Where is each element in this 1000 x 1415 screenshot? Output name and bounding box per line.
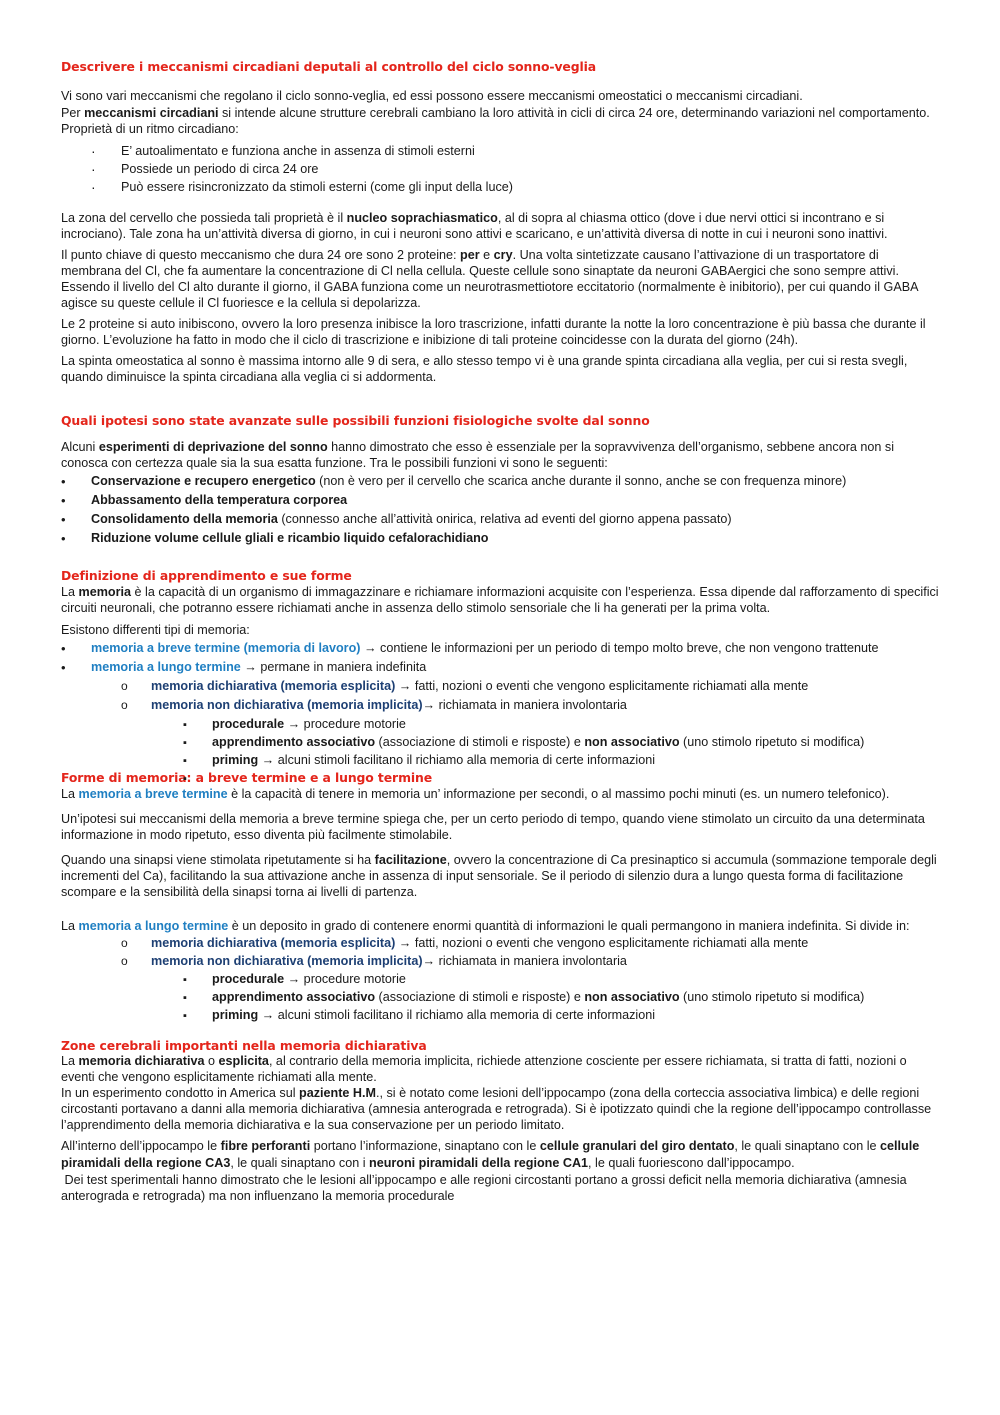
list-item: · Può essere risincronizzato da stimoli esterni (come gli input della luce) (61, 178, 941, 196)
para-memory-def: La memoria è la capacità di un organismo di immagazzinare e richiamare informazioni acquisite con l’esperienza. Essa dipende dal rafforzamento di specifici circuiti neuronali, che potranno essere richiamati anche in assenza dello stimolo sensoriale che li ha generati per la prima volta. (61, 585, 939, 615)
bullet-icon (121, 696, 141, 715)
bullet-icon (183, 1006, 203, 1025)
para-memory-types: Esistono differenti tipi di memoria: (61, 623, 250, 637)
list-item: • Abbassamento della temperatura corporea (61, 491, 941, 510)
memory-types-list (61, 639, 941, 769)
bullet-icon (61, 472, 81, 492)
para-suprachiasmatic: La zona del cervello che possieda tali proprietà è il nucleo soprachiasmatico, al di sopra al chiasma ottico (dove i due nervi ottici si incontrano e si incrociano). Tale zona ha un’attività diversa di giorno, in cui i neuroni sono attivi e scaricano, e un’attività diversa di notte in cui i neuroni sono inattivi. (61, 211, 888, 241)
list-item: ▪ apprendimento associativo (associazione di stimoli e risposte) e non associativo (uno stimolo ripetuto si modifica) (61, 988, 941, 1006)
list-item: ▪ procedurale → procedure motorie (61, 715, 941, 733)
heading-sleep-functions: Quali ipotesi sono state avanzate sulle possibili funzioni fisiologiche svolte dal sonno (61, 413, 650, 428)
list-item: • memoria a lungo termine → permane in maniera indefinita (61, 658, 941, 677)
list-item: o memoria dichiarativa (memoria esplicita) → fatti, nozioni o eventi che vengono esplicitamente richiamati alla mente (61, 677, 941, 696)
para-long-term: La memoria a lungo termine è un deposito in grado di contenere enormi quantità di informazioni le quali permangono in maniera indefinita. Si divide in: (61, 919, 910, 933)
para-autoinhibition: Le 2 proteine si auto inibiscono, ovvero la loro presenza inibisce la loro trascrizione, infatti durante la notte la loro concentrazione è più bassa che durante il giorno. L’evoluzione ha fatto in modo che il ciclo di trascrizione e inibizione di tali proteine coincidesse con la durata del giorno (24h). (61, 317, 926, 347)
heading-memory-forms: Forme di memoria: a breve termine e a lungo termine (61, 770, 433, 785)
bullet-icon (91, 160, 111, 179)
list-item: • memoria a breve termine (memoria di lavoro) → contiene le informazioni per un periodo di tempo molto breve, che non vengono trattenute (61, 639, 941, 658)
list-item: • Conservazione e recupero energetico (non è vero per il cervello che scarica anche durante il sonno, anche se con frequenza minore) (61, 472, 941, 491)
para-lesion-tests: Dei test sperimentali hanno dimostrato che le lesioni all’ippocampo e alle regioni circostanti portano a grossi deficit nella memoria dichiarativa (amnesia anterograda e retrograda) ma non influenzano la memoria procedurale (61, 1173, 911, 1203)
para-short-term-hypothesis: Un’ipotesi sui meccanismi della memoria a breve termine spiega che, per un certo periodo di tempo, quando viene stimolato un circuito da una determinata informazione in modo ripetuto, esso diventa più facilmente stimolabile. (61, 812, 925, 842)
heading-circadian: Descrivere i meccanismi circadiani deputali al controllo del ciclo sonno-veglia (61, 59, 597, 74)
para-hippocampus-circuit: All’interno dell’ippocampo le fibre perforanti portano l’informazione, sinaptano con le cellule granulari del giro dentato, le quali sinaptano con le cellule piramidali della regione CA3, le quali sinaptano con i neuroni piramidali della regione CA1, le quali fuoriescono dall’ippocampo. (61, 1139, 920, 1170)
list-item: ▪ procedurale → procedure motorie (61, 970, 941, 988)
bullet-icon (183, 751, 203, 770)
para-patient-hm: In un esperimento condotto in America sul paziente H.M., si è notato come lesioni dell’ippocampo (zona della corteccia associativa limbica) e delle regioni circostanti portavano a danni alla memoria dichiarativa (amnesia anterograda e retrograda). Si è ipotizzato quindi che la regione dell’ippocampo controllasse l’apprendimento della memoria dichiarativa e la sua conservazione per un periodo limitato. (61, 1086, 932, 1132)
document-page (61, 58, 941, 1209)
para-short-term: La memoria a breve termine è la capacità di tenere in memoria un’ informazione per secondi, o al massimo pochi minuti (es. un numero telefonico). (61, 787, 890, 801)
bullet-icon (61, 510, 81, 530)
circadian-properties-list (61, 142, 941, 196)
bullet-icon (61, 491, 81, 511)
bullet-icon (183, 715, 203, 734)
para-homeostatic: La spinta omeostatica al sonno è massima intorno alle 9 di sera, e allo stesso tempo vi è una grande spinta circadiana alla veglia, per cui si resta svegli, quando diminuisce la spinta circadiana alla veglia ci si addormenta. (61, 354, 908, 384)
heading-learning: Definizione di apprendimento e sue forme (61, 568, 352, 583)
list-item: o memoria dichiarativa (memoria esplicita) → fatti, nozioni o eventi che vengono esplicitamente richiamati alla mente (61, 934, 941, 952)
bullet-icon (183, 769, 203, 788)
bullet-icon (61, 639, 81, 659)
list-item: • Riduzione volume cellule gliali e ricambio liquido cefalorachidiano (61, 529, 941, 548)
list-item: o memoria non dichiarativa (memoria implicita)→ richiamata in maniera involontaria (61, 952, 941, 970)
bullet-icon (183, 988, 203, 1007)
bullet-icon (183, 733, 203, 752)
list-item: ▪ priming → alcuni stimoli facilitano il richiamo alla memoria di certe informazioni (61, 1006, 941, 1024)
bullet-icon (121, 952, 141, 970)
para-sleep-wake-intro: Vi sono vari meccanismi che regolano il ciclo sonno-veglia, ed essi possono essere meccanismi omeostatici o meccanismi circadiani. (61, 89, 803, 103)
para-declarative-def: La memoria dichiarativa o esplicita, al contrario della memoria implicita, richiede attenzione cosciente per essere richiamata, si tratta di fatti, nozioni o eventi che vengono esplicitamente richiamati alla mente. (61, 1054, 907, 1084)
heading-declarative-zones: Zone cerebrali importanti nella memoria dichiarativa (61, 1038, 427, 1053)
sleep-functions-list (61, 472, 941, 548)
bullet-icon (183, 970, 203, 989)
para-circadian-def: Per meccanismi circadiani si intende alcune strutture cerebrali cambiano la loro attività in cicli di circa 24 ore, determinando variazioni nel comportamento. Proprietà di un ritmo circadiano: (61, 106, 930, 136)
long-term-list (61, 934, 941, 1024)
bullet-icon (91, 178, 111, 197)
para-facilitation: Quando una sinapsi viene stimolata ripetutamente si ha facilitazione, ovvero la concentrazione di Ca presinaptico si accumula (sommazione temporale degli incrementi del Ca), facilitando la sua attivazione anche in assenza di input sensoriale. Se il periodo di silenzio dura a lungo questa forma di facilitazione scompare e la sensibilità della sinapsi torna ai livelli di partenza. (61, 853, 937, 899)
para-sleep-deprivation: Alcuni esperimenti di deprivazione del sonno hanno dimostrato che esso è essenziale per la sopravvivenza dell’organismo, sebbene ancora non si conosca con certezza quale sia la sua esatta funzione. Tra le possibili funzioni vi sono le seguenti: (61, 440, 895, 470)
list-item: ▪ apprendimento associativo (associazione di stimoli e risposte) e non associativo (uno stimolo ripetuto si modifica) (61, 733, 941, 751)
bullet-icon (121, 934, 141, 952)
bullet-icon (121, 677, 141, 696)
list-item: · Possiede un periodo di circa 24 ore (61, 160, 941, 178)
bullet-icon (61, 529, 81, 549)
list-item: • Consolidamento della memoria (connesso anche all’attività onirica, relativa ad eventi del giorno appena passato) (61, 510, 941, 529)
list-item: ▪ priming → alcuni stimoli facilitano il richiamo alla memoria di certe informazioni (61, 751, 941, 769)
bullet-icon (91, 142, 111, 161)
list-item: o memoria non dichiarativa (memoria implicita)→ richiamata in maniera involontaria (61, 696, 941, 715)
list-item: · E’ autoalimentato e funziona anche in assenza di stimoli esterni (61, 142, 941, 160)
bullet-icon (61, 658, 81, 678)
para-proteins: Il punto chiave di questo meccanismo che dura 24 ore sono 2 proteine: per e cry. Una volta sintetizzate causano l’attivazione di un trasportatore di membrana del Cl, che fa aumentare la concentrazione di Cl nella cellula. Queste cellule sono sinaptate da neuroni GABAergici che sono sempre attivi. Essendo il livello del Cl alto durante il giorno, il GABA funziona come un neurotrasmettiotore eccitatorio (normalmente è inibitorio), per cui quando il GABA agisce su queste cellule il Cl fuoriesce e la cellula si depolarizza. (61, 248, 918, 310)
